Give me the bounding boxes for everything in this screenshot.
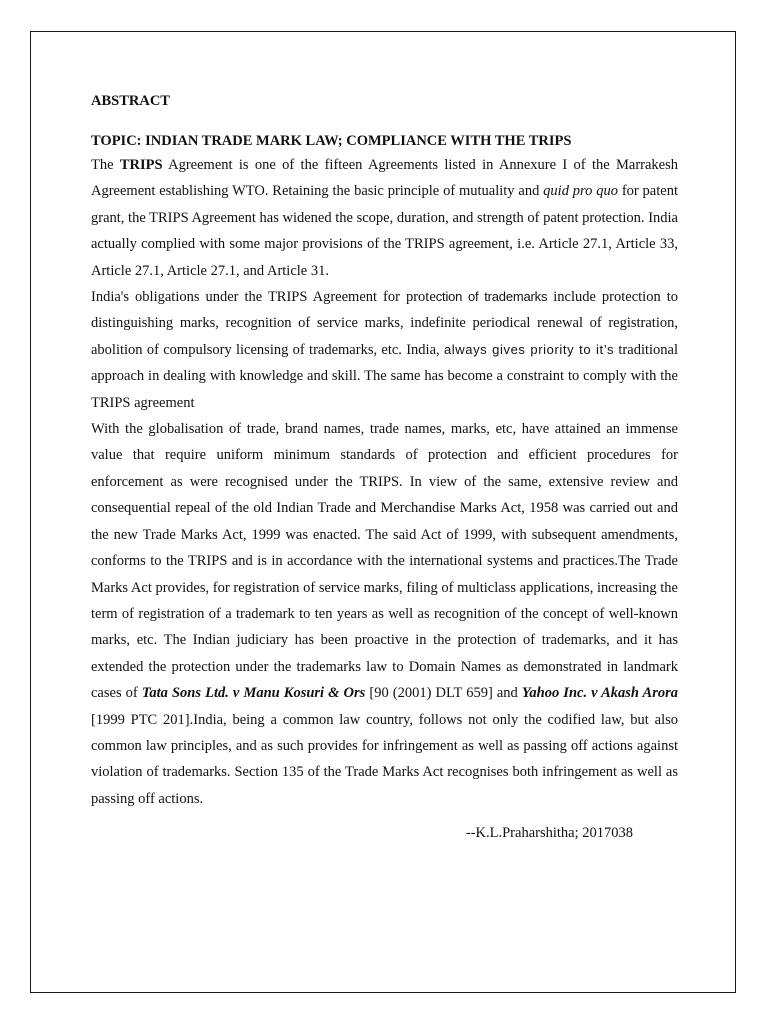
abstract-heading: ABSTRACT [91,93,170,109]
trips-bold: TRIPS [119,157,163,173]
paragraph-2-text-a: India's obligations under the TRIPS Agreement for prote [91,289,436,306]
paragraph-2-sans-run-a: ction of trademarks [435,289,548,305]
paragraph-2-text-c: traditional approach in dealing with knowledge and skill. The same has become a constraint to comply with the TRIPS agreement [91,341,678,411]
paragraph-1-text-b: Agreement is one of the fifteen Agreements listed in Annexure I of the Marrakesh Agreement establishing WTO. Retaining the basic principle of mutuality and [91,157,678,200]
paragraph-2-sans-run-b: always gives priority to it’s [443,341,615,357]
paragraph-1-text-a: The [91,157,120,173]
paragraph-2-text-b: include protection to distinguishing marks, recognition of service marks, indefinite periodical renewal of registration, abolition of compulsory licensing of trademarks, etc. India, [91,289,678,358]
topic-heading: TOPIC: INDIAN TRADE MARK LAW; COMPLIANCE WITH THE TRIPS [91,133,572,149]
quid-pro-quo-italic: quid pro quo [543,183,618,200]
paragraph-1 [91,152,678,284]
case-yahoo: Yahoo Inc. v Akash Arora [521,685,679,702]
case-tata-sons: Tata Sons Ltd. v Manu Kosuri & Ors [141,685,366,702]
paragraph-2 [91,284,678,416]
paragraph-3-text-c: [1999 PTC 201].India, being a common law country, follows not only the codified law, but also common law principles, and as such provides for infringement as well as passing off actions against violation of trademarks. Section 135 of the Trade Marks Act recognises both infringement as well as passing off actions. [91,711,678,807]
paragraph-1-text-c: for patent grant, the TRIPS Agreement has widened the scope, duration, and strength of patent protection. India actually complied with some major provisions of the TRIPS agreement, i.e. Article 27.1, Article 33, Article 27.1, Article 27.1, and Article 31. [91,183,678,279]
document-body [91,90,678,844]
paragraph-3-text-b: [90 (2001) DLT 659] and [365,685,522,702]
paragraph-3 [91,416,678,812]
author-signature: --K.L.Praharshitha; 2017038 [465,825,633,842]
paragraph-3-text-a: With the globalisation of trade, brand names, trade names, marks, etc, have attained an immense value that require uniform minimum standards of protection and efficient procedures for enforcement as were recognised under the TRIPS. In view of the same, extensive review and consequential repeal of the old Indian Trade and Merchandise Marks Act, 1958 was carried out and the new Trade Marks Act, 1999 was enacted. The said Act of 1999, with subsequent amendments, conforms to the TRIPS and is in accordance with the international systems and practices.The Trade Marks Act provides, for registration of service marks, filing of multiclass applications, increasing the term of registration of a trademark to ten years as well as recognition of the concept of well-known marks, etc. The Indian judiciary has been proactive in the protection of trademarks, and it has extended the protection under the trademarks law to Domain Names as demonstrated in landmark cases of [91,421,678,702]
